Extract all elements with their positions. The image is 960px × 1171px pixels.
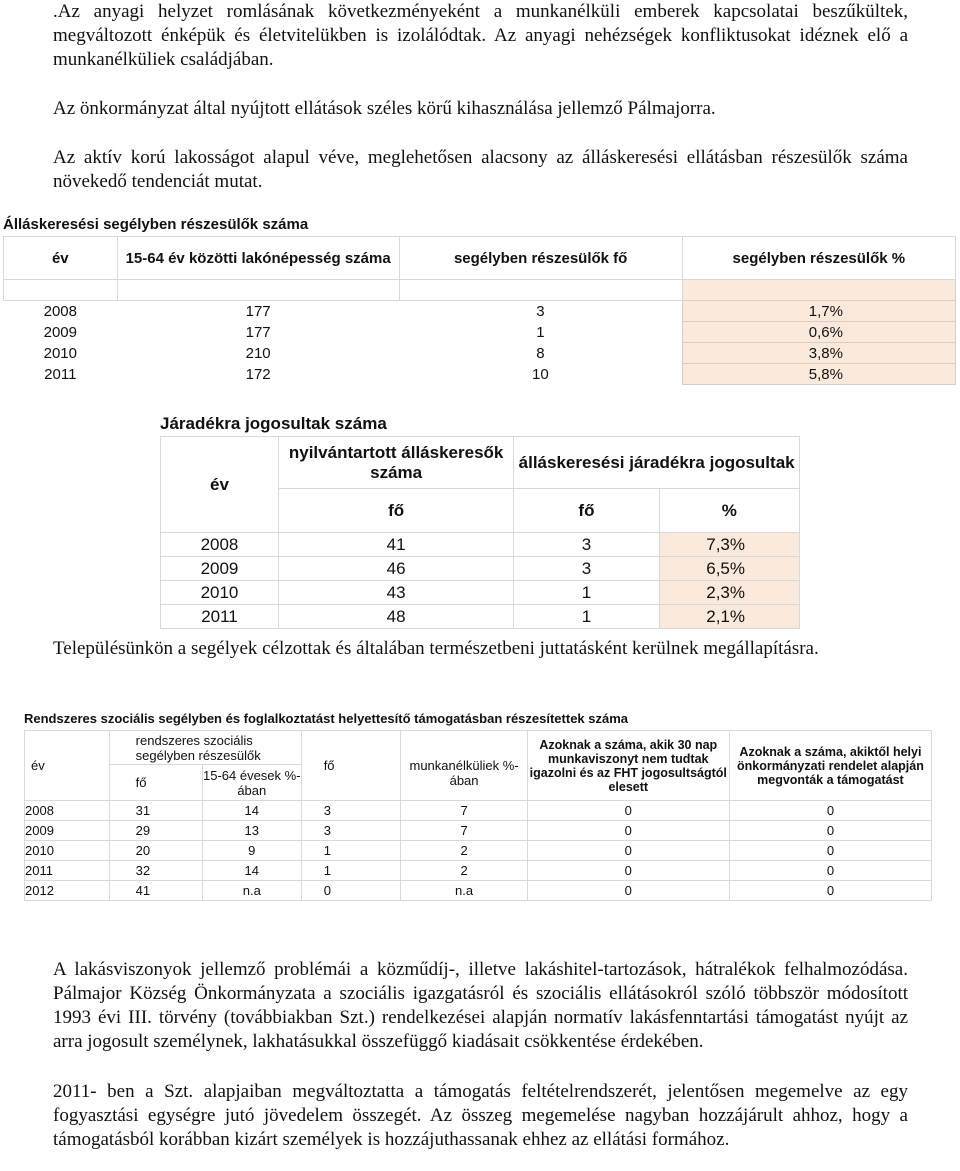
benefits-paragraph: Településünkön a segélyek célzottak és általában természetbeni juttatásként kerülnek megállapításra. (53, 638, 819, 659)
job-seeker-aid-table (3, 236, 956, 385)
table-row: 2010 43 1 2,3% (161, 581, 800, 605)
col-header-population: 15-64 év közötti lakónépesség száma (117, 237, 399, 280)
col-header-recipients: segélyben részesülők fő (399, 237, 682, 280)
table-row: 2009 46 3 6,5% (161, 557, 800, 581)
col-header-persons-2: fő (301, 731, 401, 801)
unemployment-benefit-table (160, 436, 800, 629)
table-header-row (25, 731, 932, 765)
table-header-row (161, 437, 800, 489)
table-spacer-row (4, 280, 956, 301)
table-row: 2011 48 1 2,1% (161, 605, 800, 629)
col-header-year: év (4, 237, 118, 280)
col-header-persons-1: fő (109, 765, 202, 801)
col-header-registered: nyilvántartott álláskeresők száma (278, 437, 513, 489)
table-row: 2011 32 14 1 2 0 0 (25, 861, 932, 881)
col-header-revoked: Azoknak a száma, akiktől helyi önkormányzati rendelet alapján megvonták a támogatást (729, 731, 931, 801)
housing-paragraph: A lakásviszonyok jellemző problémái a közműdíj-, illetve lakáshitel-tartozások, hátralékok felhalmozódása. Pálmajor Község Önkormányzata a szociális igazgatásról és szociális ellátásokról szóló többször módosított 1993 évi III. törvény (továbbiakban Szt.) rendelkezései alapján normatív lakásfenntartási támogatást nyújt az arra jogosult személynek, lakhatásukkal összefüggő kiadásait csökkentése érdekében. (53, 959, 908, 1052)
col-header-year: év (25, 731, 110, 801)
col-header-fht-lost: Azoknak a száma, akik 30 nap munkaviszonyt nem tudtak igazolni és az FHT jogosultságtól elesett (527, 731, 729, 801)
services-paragraph: Az önkormányzat által nyújtott ellátások széles körű kihasználása jellemző Pálmajorra. (53, 98, 716, 119)
table-row: 2008 41 3 7,3% (161, 533, 800, 557)
table-header-row (4, 237, 956, 280)
col-header-year: év (161, 437, 279, 533)
col-header-percent: segélyben részesülők % (682, 237, 955, 280)
table-row: 2010 210 8 3,8% (4, 343, 956, 364)
table-row: 2012 41 n.a 0 n.a 0 0 (25, 881, 932, 901)
table-row: 2011 172 10 5,8% (4, 364, 956, 385)
social-aid-table (24, 730, 932, 901)
table-row: 2010 20 9 1 2 0 0 (25, 841, 932, 861)
table-row: 2009 177 1 0,6% (4, 322, 956, 343)
col-header-persons: fő (278, 489, 513, 533)
table-row: 2009 29 13 3 7 0 0 (25, 821, 932, 841)
law-change-paragraph: 2011- ben a Szt. alapjaiban megváltoztatta a támogatás feltételrendszerét, jelentősen megemelve az egy fogyasztási egységre jutó jövedelem összegét. Az összeg megemelése nagyban hozzájárult ahhoz, hogy a támogatásból korábban kizárt személyek is hozzájuthassanak ehhez az ellátási formához. (53, 1081, 908, 1150)
table1-title: Álláskeresési segélyben részesülők száma (3, 216, 309, 233)
table-row: 2008 177 3 1,7% (4, 301, 956, 322)
col-header-unemployed-pct: munkanélküliek %-ában (401, 731, 527, 801)
active-age-paragraph: Az aktív korú lakosságot alapul véve, meglehetősen alacsony az álláskeresési ellátásban részesülők száma növekedő tendenciát mutat. (53, 147, 908, 192)
col-header-persons-eligible: fő (514, 489, 659, 533)
table2-title: Járadékra jogosultak száma (160, 414, 387, 433)
col-header-regular-aid: rendszeres szociális segélyben részesülők (109, 731, 301, 765)
intro-paragraph: .Az anyagi helyzet romlásának következményeként a munkanélküli emberek kapcsolatai beszűkültek, megváltozott énképük és életvitelükben is izolálódtak. Az anyagi nehézségek konfliktusokat idéznek elő a munkanélküliek családjában. (53, 1, 908, 70)
col-header-eligible: álláskeresési járadékra jogosultak (514, 437, 800, 489)
table3-title: Rendszeres szociális segélyben és foglalkoztatást helyettesítő támogatásban részesítettek száma (24, 711, 629, 726)
table-row: 2008 31 14 3 7 0 0 (25, 801, 932, 821)
col-header-percent: % (659, 489, 799, 533)
col-header-age-pct: 15-64 évesek %-ában (202, 765, 301, 801)
